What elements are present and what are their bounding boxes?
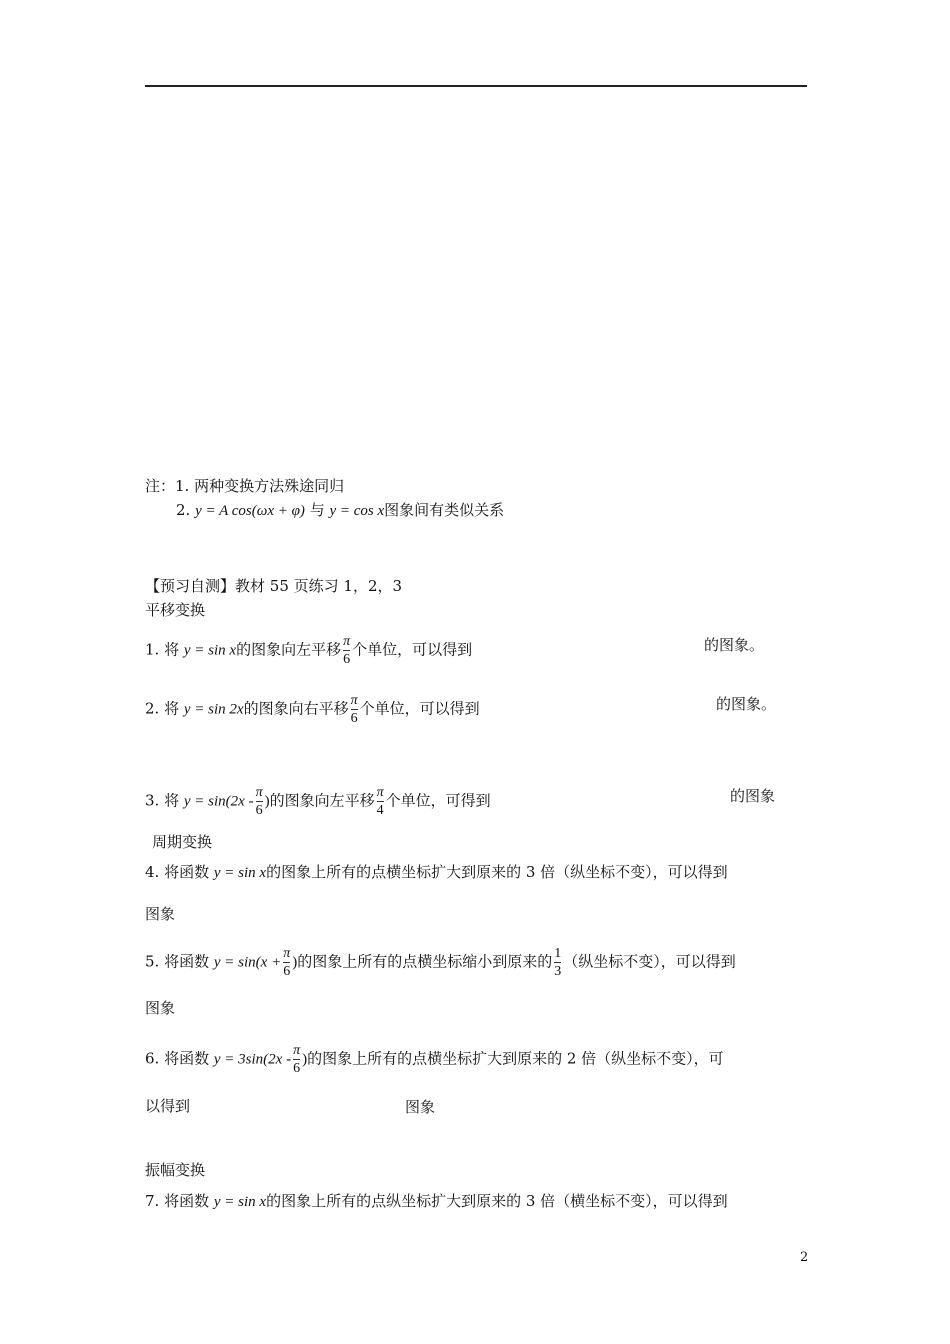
q6-function: y = 3sin(2x - [213,1051,292,1068]
q5-prefix: 5. 将函数 [145,952,210,971]
q1-tail: 的图象。 [704,636,765,654]
preview-text: 教材 55 页练习 1，2，3 [235,577,403,595]
section-amplitude: 振幅变换 [145,1161,206,1179]
q7-prefix: 7. 将函数 [145,1192,210,1210]
question-1 [145,634,472,667]
q1-function: y = sin x [183,642,237,659]
page-number: 2 [800,1250,809,1265]
q2-function: y = sin 2x [183,701,244,718]
note-formula-2: y = cos x [329,503,385,519]
question-3 [145,785,491,818]
q7-text: 的图象上所有的点纵坐标扩大到原来的 3 倍（横坐标不变），可以得到 [266,1192,728,1210]
q1-text-2: 个单位，可以得到 [352,640,473,659]
q3-frac2-den: 4 [376,803,384,818]
q3-prefix: 3. 将 [145,791,180,810]
note-line-2 [176,500,504,521]
q3-frac2-num: π [376,785,384,800]
q2-fraction [351,693,358,726]
q5-text: 的图象上所有的点横坐标缩小到原来的 [297,952,553,971]
q4-tail: 图象 [145,905,176,923]
section-translation: 平移变换 [145,601,206,619]
q6-paren: ) [302,1051,308,1068]
question-5 [145,946,736,979]
q6-fraction [293,1043,300,1076]
q6-text: 的图象上所有的点横坐标扩大到原来的 2 倍（纵坐标不变），可 [307,1049,724,1068]
note-label: 注： [145,477,176,495]
q2-frac-num: π [350,693,358,708]
q3-text-2: 个单位，可得到 [385,791,491,810]
q5-tail: 图象 [145,999,176,1017]
q4-prefix: 4. 将函数 [145,863,210,881]
q5-function: y = sin(x + [213,954,282,971]
question-2 [145,693,480,726]
q5-frac1-den: 6 [283,964,291,979]
q2-frac-den: 6 [350,711,358,726]
section-period: 周期变换 [152,833,213,851]
q5-frac1-num: π [283,946,291,961]
q3-function: y = sin(2x - [183,793,254,810]
q1-frac-num: π [343,634,351,649]
q6-frac-num: π [293,1043,301,1058]
q3-paren: ) [264,793,270,810]
q5-paren: ) [292,954,298,971]
q5-frac2-num: 1 [554,946,562,961]
q6-tail-a: 以得到 [145,1097,191,1115]
note-item-2-text: 图象间有类似关系 [384,501,505,519]
q2-text: 的图象向右平移 [243,699,349,718]
q1-prefix: 1. 将 [145,640,180,659]
q3-frac1-num: π [255,785,263,800]
note-line-1 [145,476,344,496]
q3-frac1-den: 6 [255,803,263,818]
q5-fraction-2 [554,946,561,979]
q4-text: 的图象上所有的点横坐标扩大到原来的 3 倍（纵坐标不变），可以得到 [266,863,728,881]
q6-prefix: 6. 将函数 [145,1049,210,1068]
q3-text: 的图象向左平移 [269,791,375,810]
q6-frac-den: 6 [293,1061,301,1076]
note-connector: 与 [309,501,325,519]
question-6 [145,1043,724,1076]
note-item-1: 1. 两种变换方法殊途同归 [175,477,345,495]
q1-frac-den: 6 [343,652,351,667]
q2-text-2: 个单位，可以得到 [359,699,480,718]
q2-tail: 的图象。 [716,695,777,713]
q2-prefix: 2. 将 [145,699,180,718]
header-rule [145,85,807,87]
q1-text: 的图象向左平移 [236,640,342,659]
q3-fraction-1 [256,785,263,818]
q1-fraction [343,634,350,667]
note-item-2-number: 2. [176,501,191,519]
q5-frac2-den: 3 [554,964,562,979]
q4-function: y = sin x [213,865,267,881]
q7-function: y = sin x [213,1194,267,1210]
q3-tail: 的图象 [730,787,776,805]
preview-header [145,576,402,596]
note-formula-1: y = A cos(ωx + φ) [195,503,305,519]
question-7 [145,1191,728,1212]
question-4 [145,862,728,883]
q3-fraction-2 [377,785,384,818]
preview-title: 【预习自测】 [145,577,236,595]
q6-tail-b: 图象 [405,1098,436,1116]
q5-fraction-1 [283,946,290,979]
q5-text-2: （纵坐标不变），可以得到 [563,952,736,971]
